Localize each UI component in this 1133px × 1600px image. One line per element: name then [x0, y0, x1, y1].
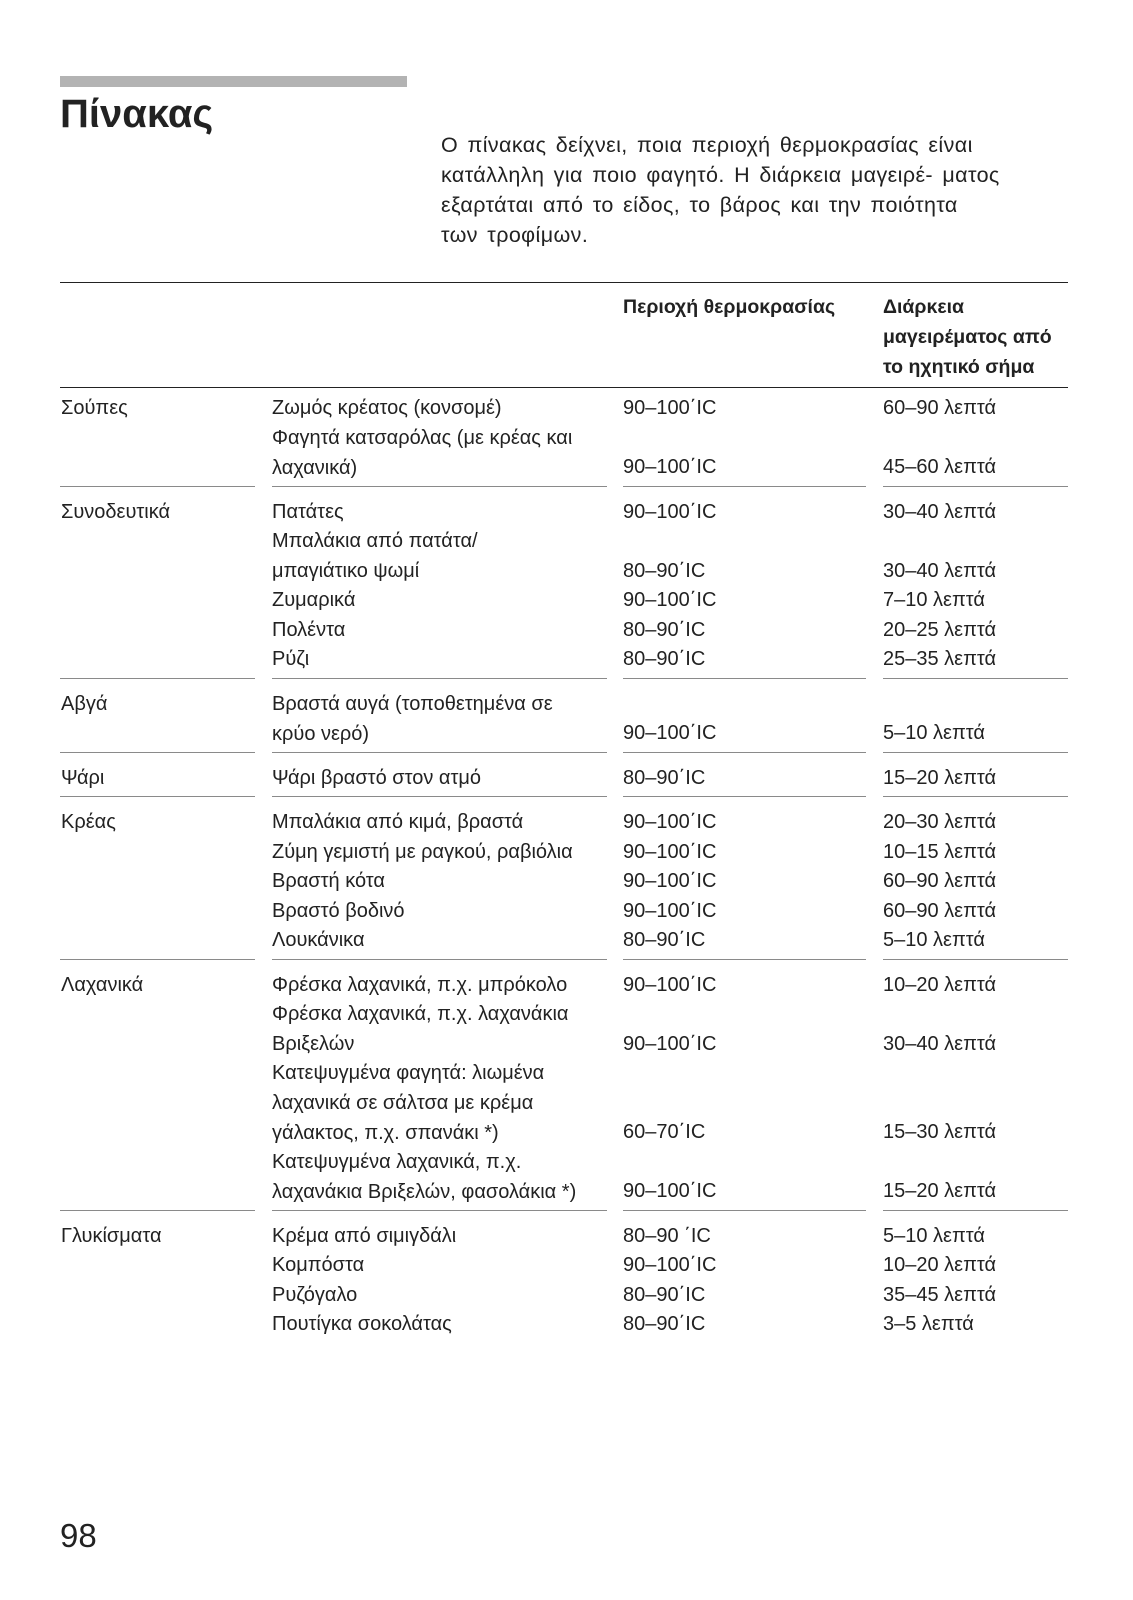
group-separator	[623, 1210, 866, 1211]
food-cell-line: Φαγητά κατσαρόλας (με κρέας και	[272, 426, 573, 449]
duration-cell	[883, 763, 996, 793]
food-cell	[272, 1058, 544, 1148]
header-duration-line: το ηχητικό σήμα	[883, 356, 1035, 378]
food-cell-line: λαχανικά σε σάλτσα με κρέμα	[272, 1092, 534, 1114]
food-cell-line: λαχανικά)	[272, 456, 358, 479]
duration-cell	[883, 556, 996, 586]
group-separator	[60, 486, 255, 487]
duration-cell-line: 30–40 λεπτά	[883, 500, 997, 523]
group-separator	[883, 1210, 1068, 1211]
temperature-cell	[623, 1309, 705, 1339]
food-cell	[272, 644, 309, 674]
food-cell-line: Βραστό βοδινό	[272, 899, 405, 922]
duration-cell-line: 15–30 λεπτά	[883, 1121, 997, 1143]
group-separator	[883, 959, 1068, 960]
group-separator	[60, 1210, 255, 1211]
temperature-cell-line: 90–100΄ΙC	[623, 811, 717, 833]
temperature-cell-line: 90–100΄ΙC	[623, 456, 717, 478]
temperature-cell-line: 90–100΄ΙC	[623, 397, 717, 419]
temperature-cell	[623, 644, 705, 674]
temperature-cell	[623, 556, 705, 586]
duration-cell	[883, 718, 985, 748]
duration-cell	[883, 970, 996, 1000]
category-cell-line: Γλυκίσματα	[61, 1224, 162, 1247]
temperature-cell-line: 80–90΄ΙC	[623, 618, 706, 641]
duration-cell-line: 7–10 λεπτά	[883, 589, 985, 611]
category-cell-line: Λαχανικά	[61, 973, 144, 996]
temperature-cell	[623, 497, 716, 527]
temperature-cell-line: 90–100΄ΙC	[623, 1180, 717, 1202]
temperature-cell-line: 60–70΄ΙC	[623, 1121, 706, 1143]
temperature-cell	[623, 896, 716, 926]
temperature-cell	[623, 393, 716, 423]
food-cell-line: Ζωμός κρέατος (κονσομέ)	[272, 397, 502, 419]
food-cell	[272, 896, 405, 926]
duration-cell-line: 15–20 λεπτά	[883, 1180, 997, 1202]
duration-cell	[883, 585, 985, 615]
temperature-cell-line: 80–90΄ΙC	[623, 929, 706, 951]
duration-cell	[883, 1250, 996, 1280]
group-separator	[272, 752, 607, 753]
group-separator	[60, 796, 255, 797]
food-cell	[272, 970, 567, 1000]
temperature-cell-line: 80–90΄ΙC	[623, 559, 706, 582]
food-cell	[272, 999, 568, 1059]
temperature-cell	[623, 1117, 705, 1147]
duration-cell	[883, 866, 996, 896]
duration-cell-line: 3–5 λεπτά	[883, 1313, 974, 1335]
temperature-cell	[623, 1221, 711, 1251]
duration-cell	[883, 1221, 985, 1251]
temperature-cell-line: 80–90΄ΙC	[623, 648, 706, 670]
temperature-cell	[623, 1250, 716, 1280]
header-temperature: Περιοχή θερμοκρασίας	[623, 296, 836, 318]
food-cell-line: Κατεψυγμένα λαχανικά, π.χ.	[272, 1150, 522, 1173]
food-cell	[272, 807, 523, 837]
temperature-cell	[623, 925, 705, 955]
duration-cell	[883, 807, 996, 837]
food-cell	[272, 1309, 452, 1339]
food-cell	[272, 1221, 456, 1251]
temperature-cell-line: 80–90΄ΙC	[623, 1313, 706, 1335]
duration-cell-line: 60–90 λεπτά	[883, 899, 997, 922]
food-cell-line: Βραστά αυγά (τοποθετημένα σε	[272, 692, 553, 715]
category-cell	[61, 807, 116, 837]
intro-line: Ο πίνακας δείχνει, ποια περιοχή θερμοκρασίας είναι	[441, 133, 973, 157]
duration-cell-line: 25–35 λεπτά	[883, 648, 997, 670]
temperature-cell	[623, 866, 716, 896]
duration-cell	[883, 925, 985, 955]
temperature-cell-line: 90–100΄ΙC	[623, 973, 717, 996]
duration-cell-line: 15–20 λεπτά	[883, 766, 997, 789]
food-cell	[272, 585, 355, 615]
food-cell-line: γάλακτος, π.χ. σπανάκι *)	[272, 1122, 499, 1144]
duration-cell-line: 30–40 λεπτά	[883, 1032, 997, 1055]
duration-cell	[883, 837, 996, 867]
food-cell-line: Κομπόστα	[272, 1254, 365, 1276]
duration-cell-line: 45–60 λεπτά	[883, 456, 997, 478]
duration-cell	[883, 1176, 996, 1206]
group-separator	[272, 678, 607, 679]
temperature-cell	[623, 615, 705, 645]
category-cell	[61, 497, 170, 527]
category-cell	[61, 1221, 162, 1251]
category-cell	[61, 970, 143, 1000]
duration-cell	[883, 1280, 996, 1310]
food-cell	[272, 615, 345, 645]
duration-cell	[883, 896, 996, 926]
food-cell-line: μπαγιάτικο ψωμί	[272, 560, 420, 582]
duration-cell-line: 60–90 λεπτά	[883, 870, 997, 892]
food-cell-line: Ρύζι	[272, 648, 310, 670]
group-separator	[623, 752, 866, 753]
food-cell-line: Μπαλάκια από κιμά, βραστά	[272, 811, 524, 833]
food-cell	[272, 497, 344, 527]
temperature-cell-line: 90–100΄ΙC	[623, 589, 717, 611]
duration-cell	[883, 1117, 996, 1147]
duration-cell-line: 10–20 λεπτά	[883, 973, 997, 996]
food-cell-line: Ζύμη γεμιστή με ραγκού, ραβιόλια	[272, 840, 573, 863]
duration-cell	[883, 1309, 974, 1339]
group-separator	[60, 678, 255, 679]
category-cell-line: Αβγά	[61, 692, 108, 715]
group-separator	[623, 796, 866, 797]
group-separator	[272, 959, 607, 960]
temperature-cell	[623, 452, 716, 482]
food-cell-line: κρύο νερό)	[272, 722, 370, 745]
category-cell-line: Σούπες	[61, 397, 128, 419]
temperature-cell-line: 90–100΄ΙC	[623, 899, 717, 922]
page-number: 98	[60, 1517, 97, 1554]
food-cell	[272, 1147, 576, 1207]
temperature-cell	[623, 1280, 705, 1310]
duration-cell	[883, 393, 996, 423]
duration-cell-line: 10–20 λεπτά	[883, 1254, 997, 1276]
food-cell-line: Κρέμα από σιμιγδάλι	[272, 1224, 457, 1247]
food-cell-line: Πατάτες	[272, 500, 344, 523]
temperature-cell	[623, 837, 716, 867]
category-cell-line: Ψάρι	[61, 766, 105, 789]
group-separator	[883, 752, 1068, 753]
duration-cell-line: 5–10 λεπτά	[883, 1224, 985, 1247]
intro-line: κατάλληλη για ποιο φαγητό. Η διάρκεια μαγειρέ- ματος	[441, 163, 1000, 187]
food-cell	[272, 423, 572, 483]
food-cell	[272, 763, 481, 793]
temperature-cell	[623, 763, 705, 793]
category-cell-line: Κρέας	[61, 811, 116, 833]
temperature-cell	[623, 585, 716, 615]
food-cell	[272, 393, 502, 423]
temperature-cell-line: 80–90΄ΙC	[623, 766, 706, 789]
duration-cell-line: 5–10 λεπτά	[883, 929, 985, 951]
temperature-cell-line: 90–100΄ΙC	[623, 1032, 717, 1055]
duration-cell-line: 10–15 λεπτά	[883, 840, 997, 863]
duration-cell-line: 35–45 λεπτά	[883, 1283, 997, 1306]
food-cell	[272, 866, 385, 896]
food-cell-line: Ρυζόγαλο	[272, 1283, 358, 1306]
temperature-cell	[623, 807, 716, 837]
food-cell-line: Πολέντα	[272, 618, 346, 641]
duration-cell	[883, 452, 996, 482]
category-cell	[61, 763, 104, 793]
temperature-cell	[623, 718, 716, 748]
food-cell	[272, 837, 573, 867]
header-duration-line: Διάρκεια	[883, 296, 965, 318]
intro-line: των τροφίμων.	[441, 223, 589, 247]
food-cell	[272, 925, 365, 955]
group-separator	[272, 796, 607, 797]
duration-cell-line: 60–90 λεπτά	[883, 397, 997, 419]
temperature-cell-line: 80–90΄ΙC	[623, 1283, 706, 1306]
group-separator	[623, 678, 866, 679]
temperature-cell	[623, 1029, 716, 1059]
temperature-cell-line: 80–90 ΄ΙC	[623, 1224, 711, 1247]
group-separator	[623, 486, 866, 487]
group-separator	[623, 959, 866, 960]
temperature-cell-line: 90–100΄ΙC	[623, 500, 717, 523]
food-cell-line: Λουκάνικα	[272, 929, 365, 951]
temperature-cell-line: 90–100΄ΙC	[623, 722, 717, 744]
group-separator	[272, 1210, 607, 1211]
group-separator	[883, 678, 1068, 679]
group-separator	[60, 959, 255, 960]
group-separator	[60, 752, 255, 753]
food-cell	[272, 526, 478, 586]
temperature-cell-line: 90–100΄ΙC	[623, 870, 717, 892]
group-separator	[883, 796, 1068, 797]
temperature-cell	[623, 1176, 716, 1206]
duration-cell-line: 20–25 λεπτά	[883, 618, 997, 641]
category-cell-line: Συνοδευτικά	[61, 500, 171, 523]
food-cell-line: Ψάρι βραστό στον ατμό	[272, 766, 482, 789]
food-cell-line: Πουτίγκα σοκολάτας	[272, 1313, 452, 1335]
duration-cell	[883, 615, 996, 645]
food-cell-line: λαχανάκια Βριξελών, φασολάκια *)	[272, 1180, 577, 1203]
food-cell-line: Βραστή κότα	[272, 870, 385, 892]
food-cell-line: Φρέσκα λαχανικά, π.χ. μπρόκολο	[272, 973, 568, 996]
temperature-cell	[623, 970, 716, 1000]
food-cell	[272, 689, 553, 749]
duration-cell	[883, 497, 996, 527]
duration-cell-line: 20–30 λεπτά	[883, 811, 997, 833]
duration-cell-line: 30–40 λεπτά	[883, 559, 997, 582]
food-cell	[272, 1280, 357, 1310]
group-separator	[883, 486, 1068, 487]
temperature-cell-line: 90–100΄ΙC	[623, 1254, 717, 1276]
group-separator	[272, 486, 607, 487]
page-title: Πίνακας	[60, 92, 214, 136]
food-cell	[272, 1250, 364, 1280]
food-cell-line: Κατεψυγμένα φαγητά: λιωμένα	[272, 1062, 545, 1084]
food-cell-line: Βριξελών	[272, 1033, 355, 1055]
food-cell-line: Ζυμαρικά	[272, 589, 356, 611]
food-cell-line: Φρέσκα λαχανικά, π.χ. λαχανάκια	[272, 1003, 569, 1025]
duration-cell	[883, 644, 996, 674]
food-cell-line: Μπαλάκια από πατάτα/	[272, 530, 478, 552]
temperature-cell-line: 90–100΄ΙC	[623, 840, 717, 863]
intro-line: εξαρτάται από το είδος, το βάρος και την ποιότητα	[441, 193, 958, 217]
category-cell	[61, 689, 107, 719]
header-duration-line: μαγειρέματος από	[883, 326, 1052, 348]
duration-cell	[883, 1029, 996, 1059]
duration-cell-line: 5–10 λεπτά	[883, 722, 985, 744]
category-cell	[61, 393, 128, 423]
